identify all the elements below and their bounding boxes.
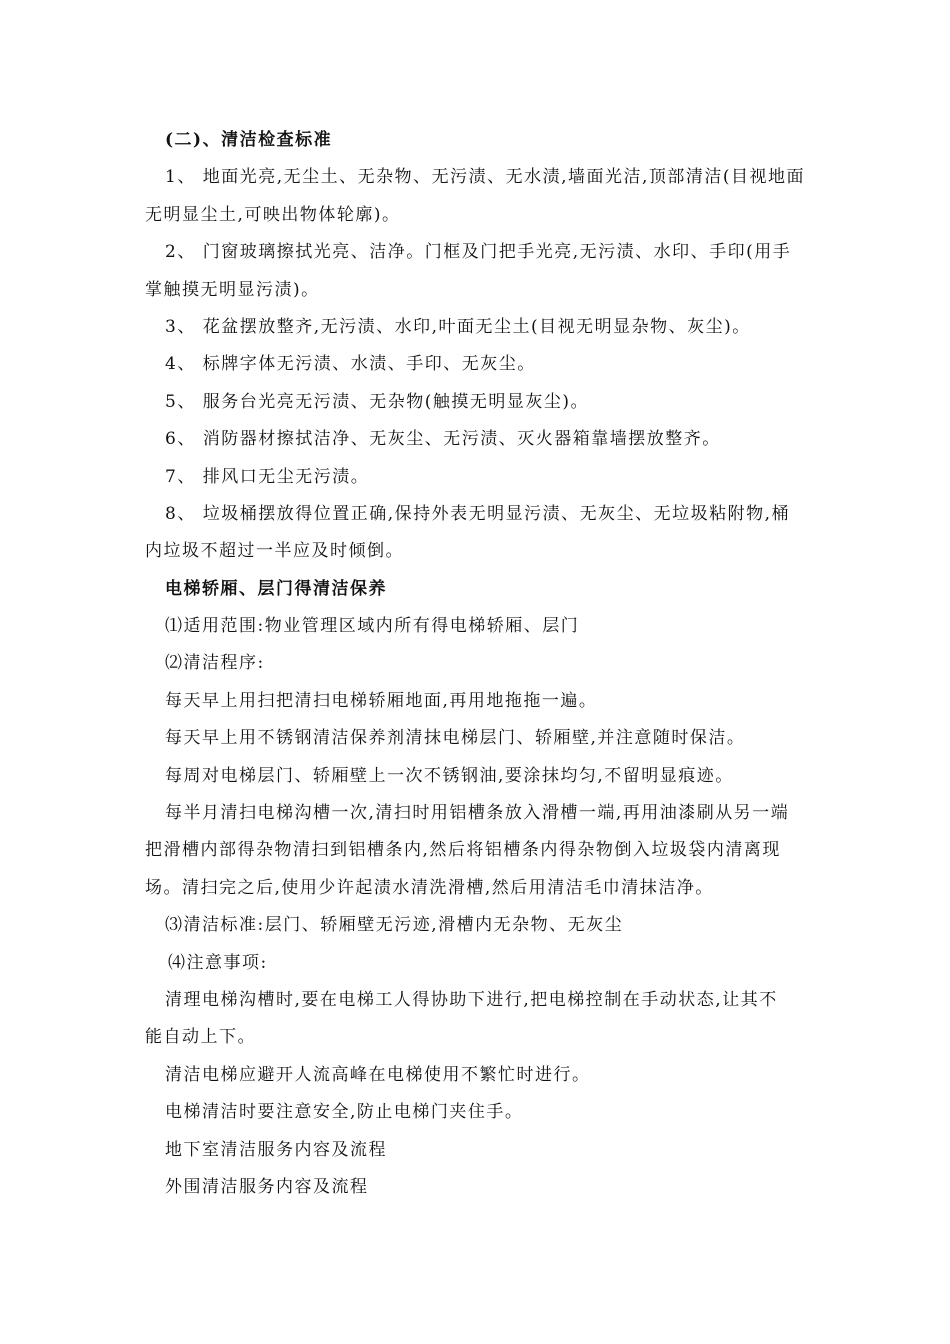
note-1-line-1: 清理电梯沟槽时,要在电梯工人得协助下进行,把电梯控制在手动状态,让其不 [165, 989, 778, 1010]
standard-1-line-1: 1、 地面光亮,无尘土、无杂物、无污渍、无水渍,墙面光洁,顶部清洁(目视地面 [165, 167, 806, 188]
perimeter-heading: 外围清洁服务内容及流程 [165, 1176, 369, 1197]
standard-8-line-1: 8、 垃圾桶摆放得位置正确,保持外表无明显污渍、无灰尘、无垃圾粘附物,桶 [165, 503, 791, 524]
procedure-step-1: 每天早上用扫把清扫电梯轿厢地面,再用地拖拖一遍。 [165, 690, 598, 711]
standard-3: 3、 花盆摆放整齐,无污渍、水印,叶面无尘土(目视无明显杂物、灰尘)。 [165, 316, 751, 337]
cleaning-standard: ⑶清洁标准:层门、轿厢壁无污迹,滑槽内无杂物、无灰尘 [165, 915, 624, 936]
document-content [145, 122, 810, 1206]
standard-4: 4、 标牌字体无污渍、水渍、手印、无灰尘。 [165, 354, 536, 375]
procedure-step-4-line-3: 场。清扫完之后,使用少许起渍水清洗滑槽,然后用清洁毛巾清抹洁净。 [145, 877, 714, 898]
standard-2-line-2: 掌触摸无明显污渍)。 [145, 279, 320, 300]
standard-8-line-2: 内垃圾不超过一半应及时倾倒。 [145, 541, 404, 562]
basement-heading: 地下室清洁服务内容及流程 [165, 1139, 387, 1160]
standard-6: 6、 消防器材擦拭洁净、无灰尘、无污渍、灭火器箱靠墙摆放整齐。 [165, 429, 721, 450]
standard-1-line-2: 无明显尘土,可映出物体轮廓)。 [145, 204, 401, 225]
procedure-step-3: 每周对电梯层门、轿厢壁上一次不锈钢油,要涂抹均匀,不留明显痕迹。 [165, 765, 734, 786]
standard-2-line-1: 2、 门窗玻璃擦拭光亮、洁净。门框及门把手光亮,无污渍、水印、手印(用手 [165, 242, 792, 263]
elevator-scope: ⑴适用范围:物业管理区域内所有得电梯轿厢、层门 [165, 616, 580, 637]
notes-label: ⑷注意事项: [168, 952, 268, 973]
section-title: (二)、清洁检查标准 [165, 130, 333, 150]
elevator-section-title: 电梯轿厢、层门得清洁保养 [165, 578, 387, 599]
note-2: 清洁电梯应避开人流高峰在电梯使用不繁忙时进行。 [165, 1064, 591, 1085]
procedure-step-2: 每天早上用不锈钢清洁保养剂清抹电梯层门、轿厢壁,并注意随时保洁。 [165, 728, 746, 749]
standard-5: 5、 服务台光亮无污渍、无杂物(触摸无明显灰尘)。 [165, 391, 589, 412]
procedure-step-4-line-2: 把滑槽内部得杂物清扫到铝槽条内,然后将铝槽条内得杂物倒入垃圾袋内清离现 [145, 840, 781, 861]
standard-7: 7、 排风口无尘无污渍。 [165, 466, 370, 487]
procedure-step-4-line-1: 每半月清扫电梯沟槽一次,清扫时用铝槽条放入滑槽一端,再用油漆刷从另一端 [165, 803, 790, 824]
note-1-line-2: 能自动上下。 [145, 1027, 256, 1048]
procedure-label: ⑵清洁程序: [165, 653, 265, 674]
note-3: 电梯清洁时要注意安全,防止电梯门夹住手。 [165, 1102, 524, 1123]
